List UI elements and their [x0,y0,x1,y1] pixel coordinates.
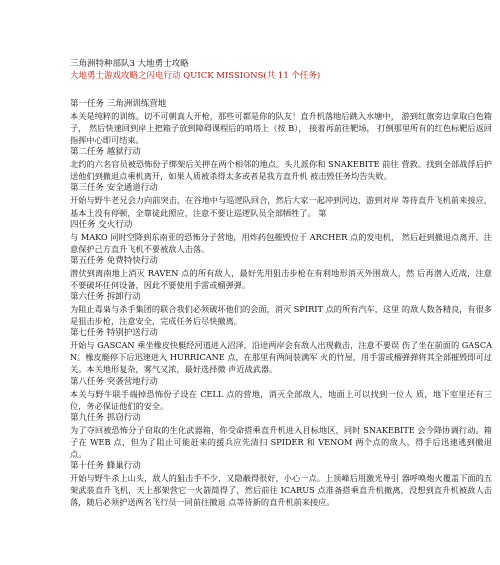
section-body: 为了夺回被恐怖分子窃取的生化武器箱，你受命搭乘直升机进入目标地区，同时 SNAKEBITE 会今降协调行动。箱子在 WEB 点，但为了阻止可能赶来的援兵应先清扫 SPIDER 和 VENOM 两个点的敌人，得手后迅速逃到撤退点。 [70,424,492,459]
section-title: 第三任务 安全通道行动 [70,183,158,194]
mission-section-10 [70,460,492,508]
section-body: 开始与 GASCAN 乘坐橡皮快艇经河道进入沼泽，沿途两岸会有敌人出现截击，注意不要误 伤了坐在前面的 GASCAN。橡皮艇停下后迅速进入 HURRICANE 点，在那里有两间装满军 火的竹屋，用手雷或榴弹弹将其全部摧毁即可过关。本关地形复杂，雾气又浓，最好选择微 声近战武器。 [70,340,492,375]
mission-section-6 [70,291,492,327]
section-body: 本关与野牛联手端掉恐怖份子设在 CELL 点的营地，消灭全部敌人，地面上可以找到一位人 质，地下室里还有三位，务必保证他们的安全。 [70,388,492,411]
mission-section-5 [70,255,492,291]
section-title: 第七任务 特别护送行动 [70,328,158,339]
section-title: 第十任务 蜂巢行动 [70,460,141,471]
mission-section-3 [70,182,492,218]
section-body: 本关是纯粹的训练。切不可朝真人开枪，那些可都是你的队友！直升机落地后跳入水塘中， 游到红旗旁边拿取白色箱子， 然后快速回到岸上把箱子放到障碍课程后的哨塔上（按 B）， 接着再前往靶场， 打倒那里所有的红色标靶后返回指挥中心即可结束。 [70,111,492,146]
section-body: 为阻止毒枭与杀手集团的联合我们必须破坏他们的会面，消灭 SPIRIT 点的所有汽车，这里 的敌人数各精良，有很多是狙击步枪，注意安全，完成任务后尽快撤离。 [70,304,492,327]
section-body: 北约的六名官员被恐怖份子绑架后关押在两个相邻的地点。头儿派你和 SNAKEBITE 前往 营救。找到全部战俘后护送他们到撤退点乘机离开，如果人质被杀得太多或者是我方直升机 被击毁任务均告失败。 [70,159,492,182]
section-title: 第一任务 三角洲训练营地 [70,99,167,109]
mission-section-9 [70,412,492,460]
mission-section-8 [70,376,492,412]
section-title: 第五任务 免费特快行动 [70,255,158,266]
document-subtitle: 大地勇士游戏攻略之闪电行动 QUICK MISSIONS(共 11 个任务) [70,71,321,81]
mission-section-4 [70,219,492,255]
section-body: 潜伏到离南地上消灭 RAVEN 点的所有敌人，最好先用狙击步枪在有利地形消灭外围敌人，然 后再潜入近战，注意不要破坏任何设备，因此不要使用手雷或榴弹弹。 [70,267,492,290]
section-title: 四任务 交火行动 [70,219,133,230]
section-body: 开始与野牛老兄会力向前突击，在谷地中与巡逻队回合，然后大家一起冲到河边，游到对岸 等待直升飞机前来接应，基本上没有停顿，全靠徒此照应，注意不要让巡逻队员全部牺牲了。 第 [70,195,492,218]
mission-section-1 [70,98,492,146]
mission-section-2 [70,146,492,182]
section-body: 开始与野牛杀上山头，敌人的狙击手不少，又隐蔽得很好，小心一点。上顶峰后用激光导引 器呼唤炮火覆盖下面的五架武装直升飞机，天上那架营它一火箭简得了，然后前往 ICARUS 点准备搭乘直升机撤离，没想到直升机被敌人击落，随后必须护送两名飞行员一同前往撤退 点等待新的直升机前来接应。 [70,472,492,508]
section-title: 第六任务 拆卸行动 [70,292,141,303]
section-title: 第八任务 突袭营地行动 [70,376,158,387]
document-title: 三角洲特种部队3 大地勇士攻略 [70,59,189,69]
section-body: 与 MAKO 同时空降到东南亚的恐怖分子营地，用炸药包摧毁位于 ARCHER 点的发电机， 然后赶到撤退点离开，注意保护己方直升飞机不要被敌人击落。 [70,231,492,254]
section-title: 第九任务 抓窃行动 [70,412,141,423]
document-page [70,58,492,508]
section-title: 第二任务 越狱行动 [70,147,141,158]
mission-section-7 [70,327,492,375]
